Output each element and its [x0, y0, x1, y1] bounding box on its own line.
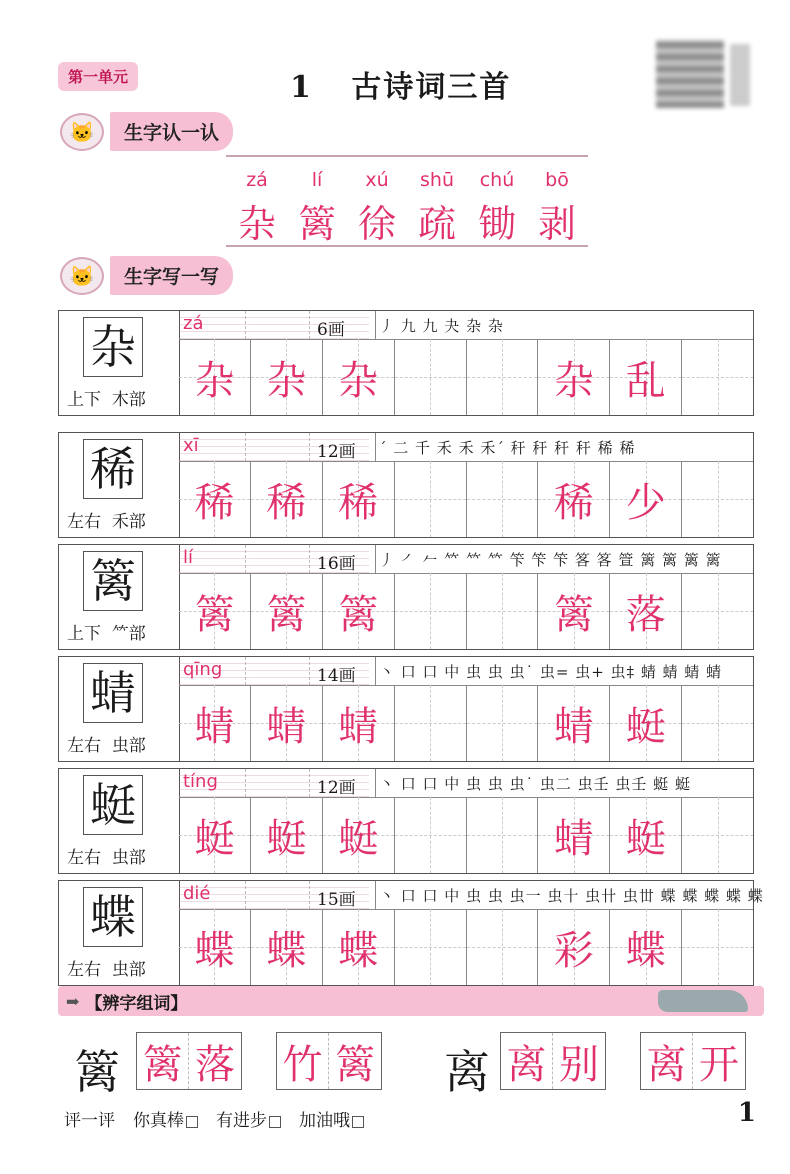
practice-cell[interactable] — [251, 461, 323, 537]
bianzi-row — [60, 1030, 760, 1099]
model-char: 杂 — [83, 317, 143, 377]
bianzi-left-char: 篱 — [74, 1045, 120, 1099]
practice-char: 蝶 — [266, 927, 307, 974]
checkbox-icon — [186, 1116, 198, 1128]
bianzi-word-char: 落 — [195, 1041, 235, 1088]
stroke-order: 丶 口 口 中 虫 虫 虫˙ 虫二 虫壬 虫壬 蜓 蜓 — [379, 775, 691, 793]
writing-row — [58, 768, 754, 874]
practice-cell[interactable] — [395, 573, 467, 649]
practice-char: 杂 — [553, 357, 594, 404]
structure-radical — [67, 731, 146, 756]
practice-cell[interactable] — [538, 685, 610, 761]
practice-cell[interactable] — [538, 909, 610, 985]
model-char: 稀 — [83, 439, 143, 499]
structure: 左右 — [67, 848, 101, 868]
recognize-char: 杂 — [237, 202, 276, 246]
practice-cell[interactable] — [251, 339, 323, 415]
evaluation-option[interactable]: 有进步 — [216, 1106, 281, 1131]
practice-cell[interactable] — [179, 685, 251, 761]
pinyin: zá — [183, 313, 204, 334]
practice-cell[interactable] — [682, 909, 753, 985]
lesson-number: 1 — [290, 70, 313, 105]
radical: 虫部 — [111, 848, 146, 868]
section-recognize-label: 生字认一认 — [110, 112, 233, 151]
recognize-pinyin: xú — [365, 169, 389, 191]
practice-cell[interactable] — [323, 909, 395, 985]
stroke-count: 15画 — [317, 890, 356, 910]
practice-cell[interactable] — [323, 573, 395, 649]
practice-cell[interactable] — [179, 461, 251, 537]
crocodile-icon — [658, 990, 748, 1012]
stroke-count: 14画 — [317, 666, 356, 686]
stroke-count: 12画 — [317, 778, 356, 798]
practice-cell[interactable] — [395, 685, 467, 761]
practice-cell[interactable] — [395, 461, 467, 537]
practice-cell[interactable] — [610, 685, 682, 761]
practice-char: 蜻 — [266, 703, 307, 750]
practice-cell[interactable] — [251, 797, 323, 873]
practice-char: 乱 — [625, 357, 666, 404]
pinyin: qīng — [183, 659, 223, 680]
practice-cell[interactable] — [467, 685, 539, 761]
practice-cell[interactable] — [323, 797, 395, 873]
practice-char: 蜓 — [625, 703, 666, 750]
bianzi-word-char: 别 — [559, 1041, 599, 1088]
evaluation-option[interactable]: 你真棒 — [133, 1106, 198, 1131]
pinyin: xī — [183, 435, 199, 456]
bianzi-word-char: 开 — [699, 1041, 739, 1088]
structure: 上下 — [67, 624, 101, 644]
practice-cell[interactable] — [251, 909, 323, 985]
practice-char: 蝶 — [338, 927, 379, 974]
evaluation-label: 评一评 — [64, 1111, 115, 1131]
practice-cell[interactable] — [179, 339, 251, 415]
practice-char: 杂 — [266, 357, 307, 404]
practice-char: 篱 — [553, 591, 594, 638]
recognize-pinyin: shū — [420, 169, 454, 191]
recognize-char: 徐 — [357, 202, 396, 246]
stroke-order: 丿 ㇒ 𠂉 𥫗 𥫗 𥫗 笇 笇 笇 笿 笿 箮 篱 篱 篱 篱 — [379, 551, 722, 569]
structure: 左右 — [67, 512, 101, 532]
section-write-label: 生字写一写 — [110, 256, 233, 295]
bianzi-word-char: 离 — [501, 1033, 553, 1089]
structure-radical — [67, 619, 146, 644]
practice-cell[interactable] — [395, 339, 467, 415]
recognize-char: 剥 — [537, 202, 576, 246]
stroke-count: 12画 — [317, 442, 356, 462]
bianzi-band — [58, 986, 764, 1016]
practice-char: 杂 — [194, 357, 235, 404]
practice-cell[interactable] — [179, 797, 251, 873]
radical: 虫部 — [111, 960, 146, 980]
recognize-pinyin: lí — [311, 169, 323, 191]
checkbox-icon — [352, 1116, 364, 1128]
recognize-char: 篱 — [297, 202, 336, 246]
radical: 虫部 — [111, 736, 146, 756]
bianzi-word-char: 篱 — [335, 1041, 375, 1088]
practice-cell[interactable] — [610, 339, 682, 415]
practice-char: 蜓 — [266, 815, 307, 862]
structure: 左右 — [67, 960, 101, 980]
practice-cell[interactable] — [682, 685, 753, 761]
qr-caption — [730, 44, 750, 106]
practice-cell[interactable] — [323, 461, 395, 537]
model-char: 蜓 — [83, 775, 143, 835]
pinyin: lí — [183, 547, 194, 568]
radical: ⺮部 — [111, 624, 146, 644]
bianzi-word-box — [640, 1032, 746, 1090]
practice-char: 稀 — [338, 479, 379, 526]
stroke-count: 6画 — [317, 320, 345, 340]
radical: 木部 — [111, 390, 146, 410]
practice-char: 蜻 — [194, 703, 235, 750]
recognize-pinyin: bō — [545, 169, 569, 191]
bianzi-word-box — [136, 1032, 242, 1090]
recognize-char: 疏 — [417, 202, 456, 246]
qr-code-icon — [656, 40, 724, 108]
practice-char: 稀 — [194, 479, 235, 526]
practice-char: 蜻 — [553, 703, 594, 750]
bianzi-word-char: 离 — [641, 1033, 693, 1089]
writing-row — [58, 880, 764, 986]
page-number: 1 — [737, 1098, 756, 1128]
writing-row — [58, 656, 754, 762]
stroke-order: ˊ 二 千 禾 禾 禾ˊ 秆 秆 秆 秆 稀 稀 — [379, 439, 636, 457]
practice-char: 蜻 — [338, 703, 379, 750]
recognize-pinyin: chú — [479, 169, 515, 191]
radical: 禾部 — [111, 512, 146, 532]
practice-char: 蜓 — [625, 815, 666, 862]
unit-badge: 第一单元 — [58, 62, 138, 91]
practice-char: 稀 — [553, 479, 594, 526]
practice-char: 蝶 — [625, 927, 666, 974]
practice-char: 蝶 — [194, 927, 235, 974]
practice-char: 篱 — [194, 591, 235, 638]
practice-char: 落 — [625, 591, 666, 638]
practice-cell[interactable] — [179, 573, 251, 649]
practice-cell[interactable] — [251, 685, 323, 761]
practice-cell[interactable] — [538, 797, 610, 873]
practice-cell[interactable] — [467, 339, 539, 415]
practice-char: 篱 — [266, 591, 307, 638]
section-recognize — [60, 112, 233, 151]
lesson-title-text: 古诗词三首 — [351, 70, 512, 105]
practice-cell[interactable] — [610, 461, 682, 537]
practice-cell[interactable] — [251, 573, 323, 649]
evaluation — [64, 1106, 364, 1131]
pinyin: dié — [183, 883, 211, 904]
practice-cell[interactable] — [179, 909, 251, 985]
practice-cell[interactable] — [682, 339, 753, 415]
arrow-right-icon: ➡ — [66, 991, 80, 1011]
practice-cell[interactable] — [323, 685, 395, 761]
bianzi-word-char: 竹 — [277, 1033, 329, 1089]
practice-cell[interactable] — [610, 797, 682, 873]
structure-radical — [67, 507, 146, 532]
evaluation-option[interactable]: 加油哦 — [299, 1106, 364, 1131]
model-char: 篱 — [83, 551, 143, 611]
checkbox-icon — [269, 1116, 281, 1128]
recognize-block — [226, 155, 588, 247]
practice-cell[interactable] — [395, 797, 467, 873]
model-char: 蝶 — [83, 887, 143, 947]
practice-cell[interactable] — [467, 909, 539, 985]
practice-char: 篱 — [338, 591, 379, 638]
practice-char: 蜓 — [194, 815, 235, 862]
practice-cell[interactable] — [682, 797, 753, 873]
practice-cell[interactable] — [538, 339, 610, 415]
bianzi-right-char: 离 — [444, 1045, 490, 1099]
writing-row — [58, 310, 754, 416]
practice-char: 稀 — [266, 479, 307, 526]
practice-cell[interactable] — [682, 461, 753, 537]
bianzi-word-box — [276, 1032, 382, 1090]
section-write — [60, 256, 233, 295]
bianzi-label: 【辨字组词】 — [85, 993, 188, 1014]
cat-mascot-icon: 🐱 — [60, 113, 104, 151]
writing-row — [58, 432, 754, 538]
practice-cell[interactable] — [467, 797, 539, 873]
structure-radical — [67, 385, 146, 410]
lesson-title — [290, 62, 511, 106]
model-char: 蜻 — [83, 663, 143, 723]
practice-cell[interactable] — [395, 909, 467, 985]
practice-cell[interactable] — [682, 573, 753, 649]
recognize-char: 锄 — [477, 202, 516, 246]
practice-cell[interactable] — [323, 339, 395, 415]
structure: 上下 — [67, 390, 101, 410]
structure-radical — [67, 843, 146, 868]
structure: 左右 — [67, 736, 101, 756]
writing-row — [58, 544, 754, 650]
cat-mascot-icon: 🐱 — [60, 257, 104, 295]
bianzi-word-box — [500, 1032, 606, 1090]
recognize-pinyin: zá — [246, 169, 268, 191]
bianzi-word-char: 篱 — [137, 1033, 189, 1089]
practice-cell[interactable] — [610, 909, 682, 985]
pinyin: tíng — [183, 771, 218, 792]
practice-cell[interactable] — [467, 461, 539, 537]
practice-cell[interactable] — [467, 573, 539, 649]
practice-cell[interactable] — [538, 461, 610, 537]
practice-char: 蜓 — [338, 815, 379, 862]
stroke-order: 丿 九 九 夬 杂 杂 — [379, 317, 504, 335]
stroke-order: 丶 口 口 中 虫 虫 虫˙ 虫= 虫+ 虫‡ 蜻 蜻 蜻 蜻 — [379, 663, 723, 681]
practice-char: 彩 — [553, 927, 594, 974]
stroke-count: 16画 — [317, 554, 356, 574]
practice-char: 杂 — [338, 357, 379, 404]
practice-char: 少 — [625, 479, 666, 526]
practice-cell[interactable] — [538, 573, 610, 649]
practice-char: 蜻 — [553, 815, 594, 862]
practice-cell[interactable] — [610, 573, 682, 649]
structure-radical — [67, 955, 146, 980]
stroke-order: 丶 口 口 中 虫 虫 虫一 虫十 虫卄 虫丗 蝶 蝶 蝶 蝶 蝶 — [379, 887, 764, 905]
